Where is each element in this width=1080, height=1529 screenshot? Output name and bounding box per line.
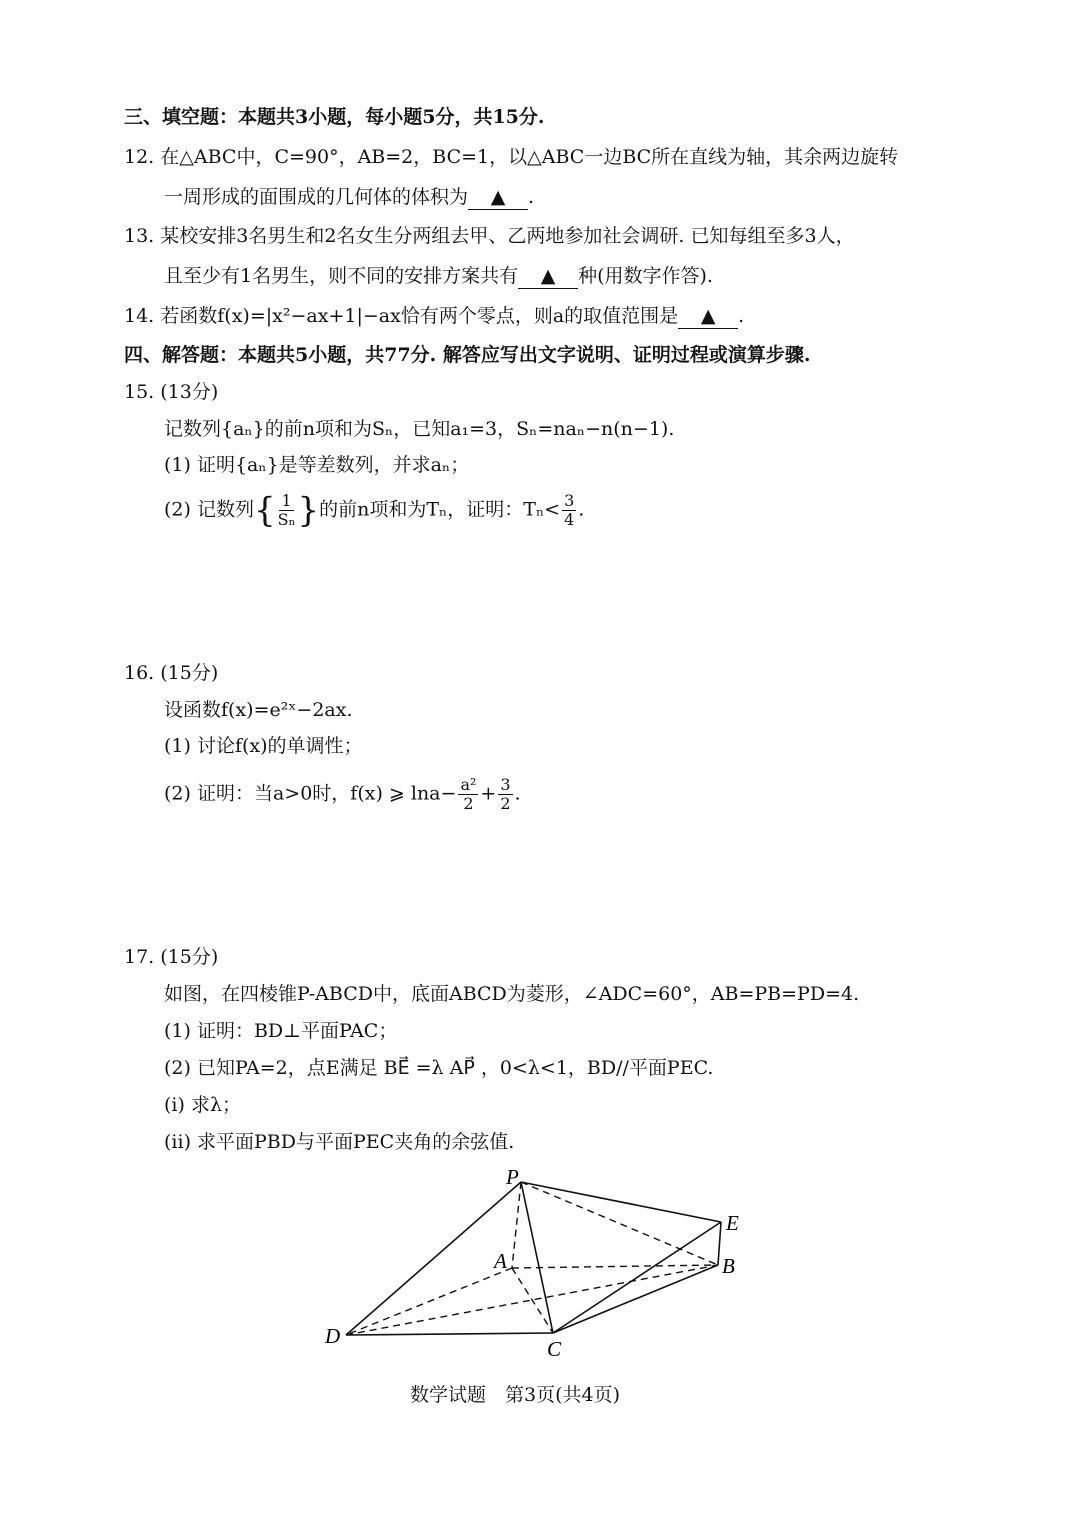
edge-PC	[521, 1182, 553, 1333]
q17-stem: 如图，在四棱锥P-ABCD中，底面ABCD为菱形，∠ADC=60°，AB=PB=PD=4.	[164, 983, 860, 1005]
edge-AB	[512, 1265, 718, 1268]
brace-right: }	[297, 490, 320, 531]
label-D: D	[325, 1324, 341, 1348]
q15-p2-text: (2) 记数列	[164, 498, 254, 521]
label-A: A	[494, 1249, 507, 1273]
edge-CB	[553, 1265, 718, 1333]
q17-header: 17. (15分)	[124, 946, 219, 968]
q17-part2: (2) 已知PA=2，点E满足 BE⃗ =λ AP⃗ ，0<λ<1，BD//平面PEC.	[164, 1057, 714, 1079]
period: .	[578, 498, 585, 521]
section3-heading: 三、填空题：本题共3小题，每小题5分，共15分.	[124, 106, 545, 128]
edge-EB	[718, 1222, 721, 1265]
label-B: B	[722, 1254, 735, 1278]
label-P: P	[506, 1165, 519, 1189]
label-C: C	[547, 1337, 562, 1361]
period: .	[514, 782, 521, 805]
numerator: 3	[500, 775, 511, 794]
plus: +	[480, 782, 497, 805]
q12-line1: 12. 在△ABC中，C=90°，AB=2，BC=1，以△ABC一边BC所在直线为轴，其余两边旋转	[124, 146, 899, 168]
numerator: 1	[281, 491, 292, 510]
q16-part1: (1) 讨论f(x)的单调性；	[164, 735, 363, 757]
q16-p2-text: (2) 证明：当a>0时，f(x) ⩾ lna−	[164, 782, 457, 805]
denominator: 4	[564, 510, 575, 529]
edge-PE	[521, 1182, 721, 1222]
q14-text: 14. 若函数f(x)=|x²−ax+1|−ax恰有两个零点，则a的取值范围是	[124, 305, 679, 327]
q17-part2-i: (i) 求λ；	[164, 1094, 241, 1116]
edge-DC	[346, 1333, 553, 1335]
page-footer: 数学试题 第3页(共4页)	[410, 1384, 621, 1406]
q12-end: .	[528, 186, 535, 208]
denominator: 2	[500, 794, 511, 813]
q15-stem: 记数列{aₙ}的前n项和为Sₙ，已知a₁=3，Sₙ=naₙ−n(n−1).	[164, 418, 675, 440]
numerator: a²	[460, 775, 477, 794]
label-E: E	[726, 1211, 739, 1235]
q16-stem: 设函数f(x)=e²ˣ−2ax.	[164, 699, 353, 721]
denominator: 2	[463, 794, 474, 813]
answer-blank: ▲	[678, 304, 738, 329]
q13-end: 种(用数字作答).	[578, 265, 713, 287]
q16-header: 16. (15分)	[124, 662, 219, 684]
answer-blank: ▲	[468, 185, 528, 210]
section4-heading: 四、解答题：本题共5小题，共77分. 解答应写出文字说明、证明过程或演算步骤.	[124, 344, 811, 366]
edge-CE	[553, 1222, 721, 1333]
q17-part2-ii: (ii) 求平面PBD与平面PEC夹角的余弦值.	[164, 1131, 515, 1153]
q12-text: 一周形成的面围成的几何体的体积为	[164, 186, 469, 208]
edge-PA	[512, 1182, 521, 1268]
q15-p2-text2: 的前n项和为Tₙ，证明：Tₙ<	[319, 498, 561, 521]
edge-AD	[346, 1268, 512, 1335]
q15-header: 15. (13分)	[124, 381, 219, 403]
q13-line1: 13. 某校安排3名男生和2名女生分两组去甲、乙两地参加社会调研. 已知每组至多3人，	[124, 225, 855, 247]
q13-text: 且至少有1名男生，则不同的安排方案共有	[164, 265, 519, 287]
brace-left: {	[253, 490, 276, 531]
answer-blank: ▲	[518, 264, 578, 289]
denominator: Sₙ	[277, 510, 296, 529]
edge-PB	[521, 1182, 718, 1265]
q17-part1: (1) 证明：BD⊥平面PAC；	[164, 1020, 398, 1042]
q14-end: .	[738, 305, 745, 327]
numerator: 3	[564, 491, 575, 510]
q15-part1: (1) 证明{aₙ}是等差数列，并求aₙ；	[164, 454, 470, 476]
